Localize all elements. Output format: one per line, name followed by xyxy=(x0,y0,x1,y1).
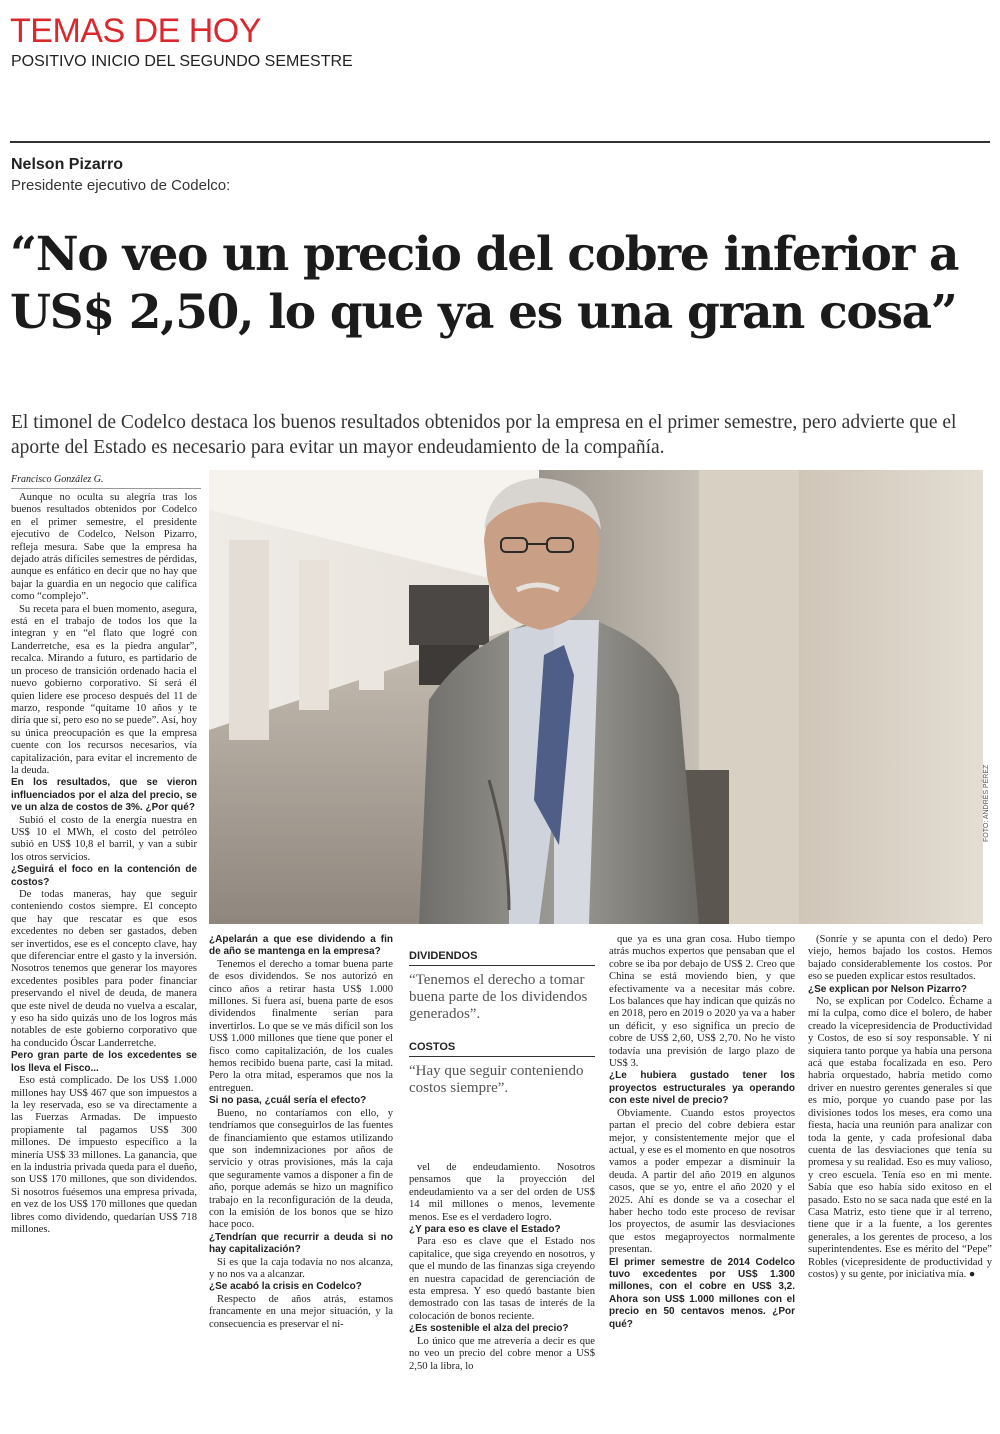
interview-question: El primer semestre de 2014 Codelco tuvo excedentes por US$ 1.300 millones, con el cobre en US$ 3,2. Ahora son US$ 1.000 millones con el precio en 50 centavos menos. ¿Por qué? xyxy=(609,1256,795,1330)
photo-credit: FOTO: ANDRÉS PÉREZ xyxy=(983,764,990,842)
body-paragraph: Obviamente. Cuando estos proyectos partan el precio del cobre debiera estar mejor, y consistentemente mejor que el actual, y ese es el momento en que nosotros vamos a poder empezar a disminuir la deuda. A partir del año 2019 en algunos casos, que se yo, entre el año 2020 y el 2025. Ahí es donde se va a cosechar el haber hecho todo este proceso de revisar los proyectos, de asumir las desviaciones que estos megaproyectos normalmente presentan. xyxy=(609,1107,795,1256)
body-paragraph: Aunque no oculta su alegría tras los buenos resultados obtenidos por Codelco en el primer semestre, el presidente ejecutivo de Codelco, Nelson Pizarro, refleja mesura. Sabe que la empresa ha dejado atrás difíciles semestres de pérdidas, aunque es enfático en decir que no hay que bajar la guardia en un negocio que califica como “complejo”. xyxy=(11,492,197,603)
interviewee-name: Nelson Pizarro xyxy=(11,156,124,173)
body-column-4 xyxy=(609,934,795,1424)
interview-question: ¿Y para eso es clave el Estado? xyxy=(409,1224,561,1236)
interview-question: ¿Seguirá el foco en la contención de costos? xyxy=(11,864,197,888)
body-paragraph: De todas maneras, hay que seguir conteniendo costos siempre. El concepto que hay que rescatar es que esos excedentes no deben ser gastados, deben ser invertidos, ese es el concepto clave, hay que diferenciar entre el gasto y la inversión. Nosotros tenemos que generar los mayores excedentes posibles para poder financiar preservando el nivel de deuda, de manera que este nivel de deuda no vuelva a escalar, y eso ha sido quizás uno de los logros más notables de este gobierno corporativo que ha conducido Óscar Landerretche. xyxy=(11,889,197,1049)
interview-question: ¿Le hubiera gustado tener los proyectos estructurales ya operando con este nivel de precio? xyxy=(609,1070,795,1107)
body-paragraph: (Sonríe y se apunta con el dedo) Pero viejo, hemos bajado los costos. Hemos bajado considerablemente los costos. Por eso se pueden explicar estos resultados. xyxy=(808,934,992,983)
byline: Francisco González G. xyxy=(11,474,201,489)
body-column-5 xyxy=(808,934,992,1424)
interview-question: ¿Apelarán a que ese dividendo a fin de año se mantenga en la empresa? xyxy=(209,934,393,958)
body-column-3 xyxy=(409,1162,595,1424)
pull-quote-sidebar xyxy=(409,950,595,1115)
body-paragraph: Si es que la caja todavía no nos alcanza, y no nos va a alcanzar. xyxy=(209,1256,393,1280)
portrait-illustration xyxy=(209,470,983,924)
body-paragraph: vel de endeudamiento. Nosotros pensamos que la proyección del endeudamiento va a ser del orden de US$ 14 mil millones o menos, levemente menos. Ese es el verdadero logro. xyxy=(409,1162,595,1223)
body-paragraph: Su receta para el buen momento, asegura, está en el trabajo de todos los que la integran y en “el flato que logré con Landerretche, esa es la piedra angular”, recalca. Mirando a futuro, es partidario de un proceso de transición ordenado hacia el nuevo gobierno corporativo. Si será él quien lidere ese proceso después del 11 de marzo, responde “quítame 10 años y te diría que sí, pero eso no se puede”. Así, hoy su única preocupación es que la empresa cuente con los recursos necesarios, vía capitalización, para evitar el incremento de la deuda. xyxy=(11,603,197,776)
body-column-2 xyxy=(209,934,393,1424)
body-paragraph: Tenemos el derecho a tomar buena parte de esos dividendos. Se nos autorizó en cinco años a retirar hasta US$ 1.000 millones. Si fuera así, buena parte de esos dividendos finalmente serían para invertirlos. Lo que se ve más difícil son los US$ 1.000 millones que tiene que poner el fisco como capitalización, de los cuales hemos recibido buena parte, casi la mitad. Pero la otra mitad, esperamos que nos la entreguen. xyxy=(209,958,393,1094)
sidebar-quote-costos: “Hay que seguir conteniendo costos siempre”. xyxy=(409,1063,584,1096)
top-divider xyxy=(10,141,990,143)
body-paragraph: Subió el costo de la energía nuestra en US$ 10 el MWh, el costo del petróleo subió en US$ 10,8 el barril, y van a subir los otros servicios. xyxy=(11,814,197,863)
sidebar-quote-dividendos: “Tenemos el derecho a tomar buena parte de los dividendos generados”. xyxy=(409,972,588,1022)
interview-question: Pero gran parte de los excedentes se los lleva el Fisco... xyxy=(11,1050,197,1074)
interview-question: ¿Es sostenible el alza del precio? xyxy=(409,1323,569,1335)
sidebar-heading-dividendos: DIVIDENDOS xyxy=(409,950,595,966)
section-title: TEMAS DE HOY xyxy=(10,12,261,50)
interview-question: En los resultados, que se vieron influenciados por el alza del precio, se ve un alza de costos de 3%. ¿Por qué? xyxy=(11,777,197,814)
sidebar-heading-costos: COSTOS xyxy=(409,1041,595,1057)
interview-question: ¿Se acabó la crisis en Codelco? xyxy=(209,1281,362,1293)
portrait-photo xyxy=(209,470,983,924)
body-paragraph: Para eso es clave que el Estado nos capitalice, que siga creyendo en nosotros, y que el mundo de las finanzas siga creyendo en nuestra capacidad de gerenciación de esta empresa. Y eso quedó bastante bien demostrado con las tasas de interés de la colocación de bonos reciente. xyxy=(409,1236,595,1322)
body-paragraph: que ya es una gran cosa. Hubo tiempo atrás muchos expertos que pensaban que el cobre se iba por debajo de US$ 2. Creo que China se está moviendo bien, y que efectivamente va a necesitar más cobre. Los balances que hay indican que quizás no en 2018, pero en 2019 o 2020 ya va a haber un déficit, y eso significa un precio de cobre de US$ 2,60, US$ 2,70. No he visto todavía una previsión de largo plazo de US$ 3. xyxy=(609,934,795,1070)
body-column-1 xyxy=(11,492,197,1424)
interview-question: ¿Se explican por Nelson Pizarro? xyxy=(808,983,967,995)
body-paragraph: Lo único que me atrevería a decir es que no veo un precio del cobre menor a US$ 2,50 la libra, lo xyxy=(409,1335,595,1372)
interview-question: Si no pasa, ¿cuál sería el efecto? xyxy=(209,1095,367,1107)
interview-question: ¿Tendrían que recurrir a deuda si no hay capitalización? xyxy=(209,1231,393,1256)
headline: “No veo un precio del cobre inferior a US$ 2,50, lo que ya es una gran cosa” xyxy=(10,227,959,340)
body-paragraph: Bueno, no contaríamos con ello, y tendríamos que conseguirlos de las fuentes de financiamiento que estamos utilizando que son indemnizaciones por años de servicio y otras provisiones, más la caja que seguramente vamos a disponer a fin de año, porque además se hizo un magnífico trabajo en la reconfiguración de la deuda, con la emisión de los bonos que se hizo hace poco. xyxy=(209,1107,393,1231)
body-paragraph: Respecto de años atrás, estamos francamente en una mejor situación, y la consecuencia es preservar el ni- xyxy=(209,1293,393,1330)
body-paragraph: Eso está complicado. De los US$ 1.000 millones hay US$ 467 que son impuestos a la ley reservada, eso se va directamente a las Fuerzas Armadas. De impuesto propiamente tal pagamos US$ 300 millones. De impuesto específico a la minería US$ 33 millones. La ganancia, que en la industria privada queda para el dueño, son US$ 170 millones, que son dividendos. Si nosotros fuésemos una empresa privada, en vez de los US$ 170 millones que quedan libres como dividendo, quedarían US$ 718 millones. xyxy=(11,1075,197,1235)
section-subtitle: POSITIVO INICIO DEL SEGUNDO SEMESTRE xyxy=(11,53,353,70)
deck: El timonel de Codelco destaca los buenos resultados obtenidos por la empresa en el primer semestre, pero advierte que el aporte del Estado es necesario para evitar un mayor endeudamiento de la compañía. xyxy=(11,412,957,458)
body-paragraph: No, se explican por Codelco. Échame a mí la culpa, como dice el bolero, de haber creado la vicepresidencia de Productividad y Costos, de eso sí soy responsable. Y ni siquiera tanto porque ya había una persona acá que estaba focalizada en eso. Pero habría orquestado, habría metido como driver en nuestro gerentes generales sí que es mío, porque yo cuando pase por las divisiones todos los meses, era como una fiesta, hacía una reunión para analizar con toda la gente, y cada profesional daba cuenta de las desviaciones que tenía su promesa y su realidad. Eso es muy valioso, y creo escuela. Tenía eso en mi mente. Sabía que eso había sido exitoso en el pasado. Esto no se saca nada que esté en la Casa Matriz, esto tiene que ir al terreno, tiene que ir a la fuente, a los gerentes generales, a los gerentes de proceso, a los superintendentes. Ese es mérito del “Pepe” Robles (vicepresidente de productividad y costos) y su gente, por iniciativa mía. ● xyxy=(808,996,992,1281)
interviewee-role: Presidente ejecutivo de Codelco: xyxy=(11,177,231,194)
